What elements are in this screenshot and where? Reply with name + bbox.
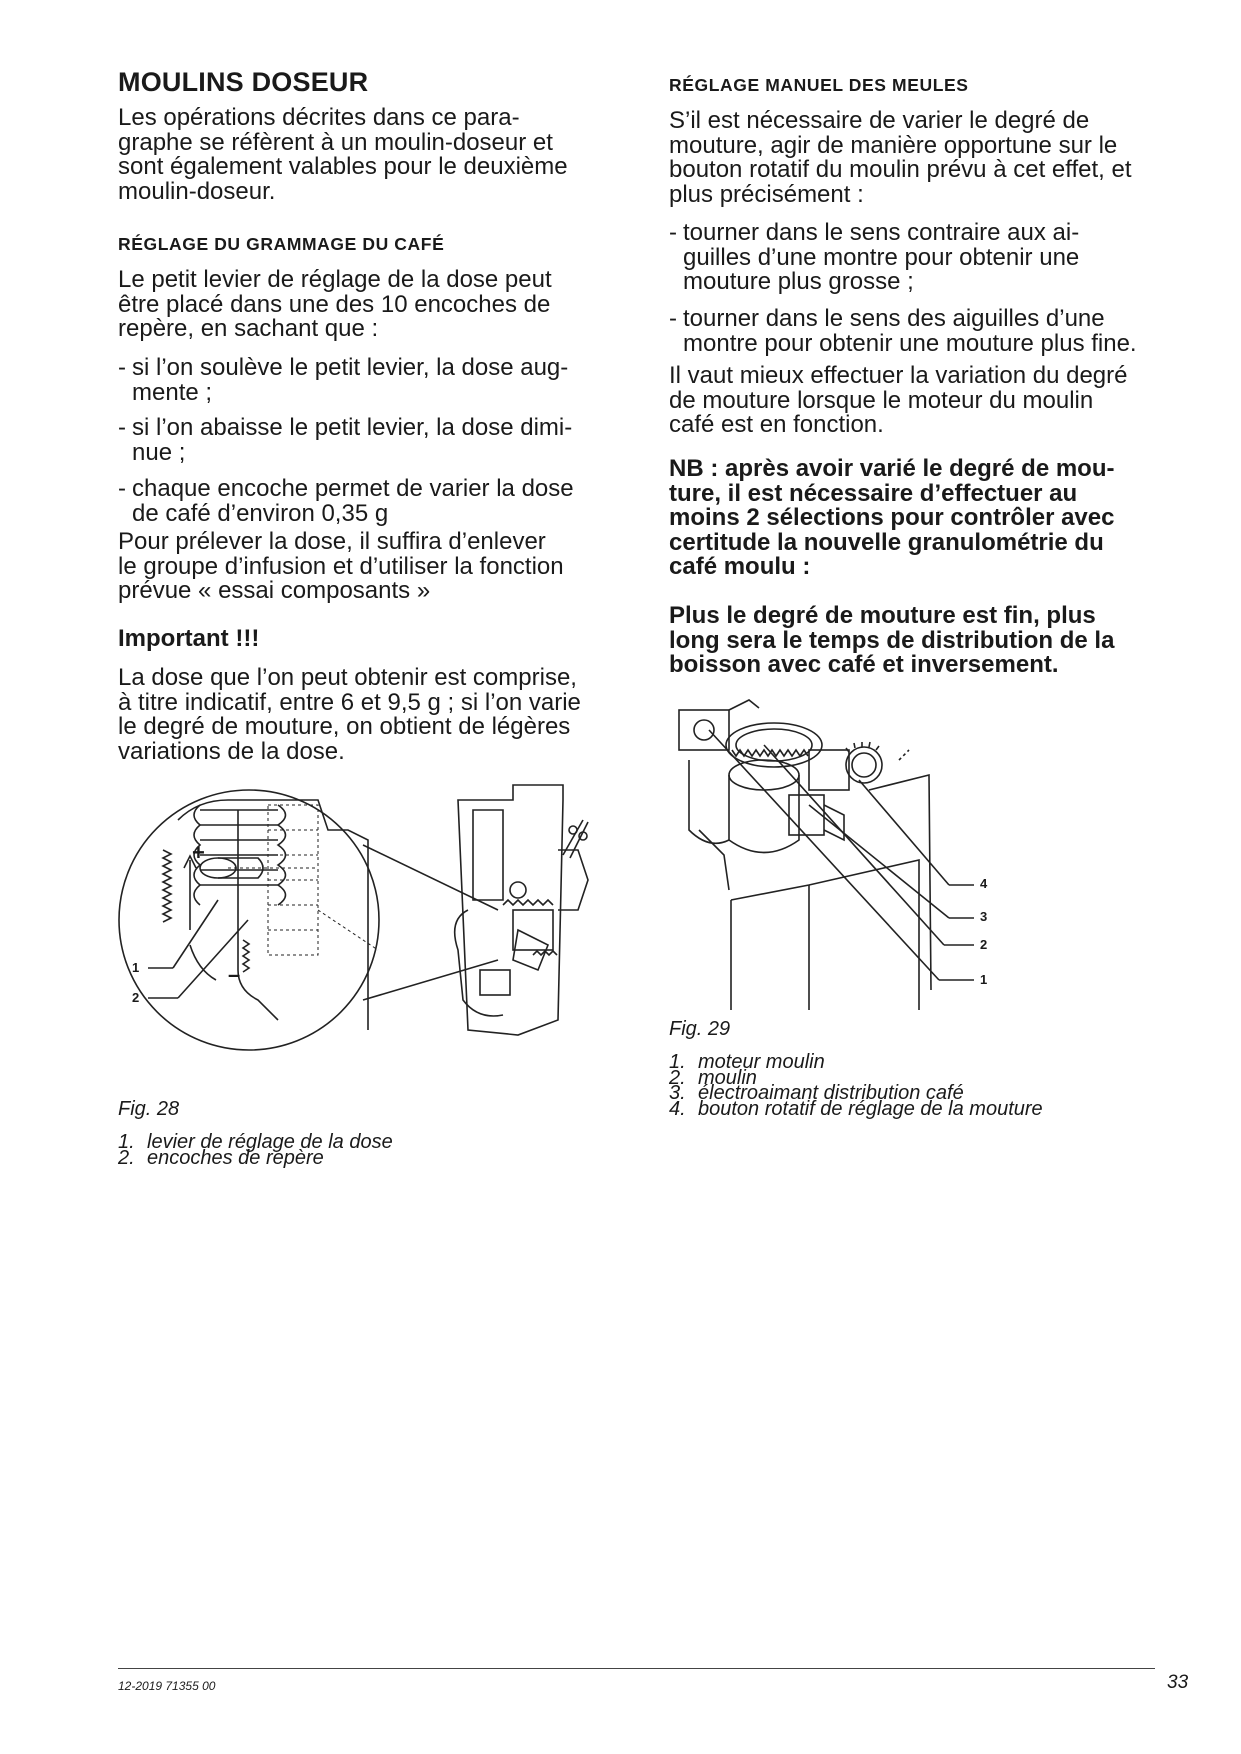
legend-text: bouton rotatif de réglage de la mouture: [698, 1097, 1043, 1120]
fig28-caption: Fig. 28: [118, 1098, 180, 1120]
list-item-text: si l’on abaisse le petit levier, la dose dimi- nue ;: [132, 414, 573, 466]
fig29-legend: [669, 1051, 1043, 1120]
fig28-illustration: [118, 770, 638, 1090]
legend-number: 2.: [118, 1146, 135, 1169]
bullet-dash: -: [669, 305, 677, 332]
list-item-text: si l’on soulève le petit levier, la dose aug- mente ;: [132, 354, 569, 406]
list-item-text: chaque encoche permet de varier la dose de café d’environ 0,35 g: [132, 475, 574, 527]
important-heading: Important !!!: [118, 625, 260, 652]
fig29-illustration: [669, 690, 1009, 1010]
list-item: [669, 221, 1189, 296]
legend-text: électroaimant distribution café: [698, 1082, 964, 1104]
bullet-dash: -: [118, 414, 126, 441]
fig29-label-2: 2: [980, 937, 988, 952]
legend-number: 4.: [669, 1097, 686, 1120]
page-number: 33: [1167, 1672, 1189, 1693]
dose-paragraph: La dose que l’on peut obtenir est comprise, à titre indicatif, entre 6 et 9,5 g ; si l’on varie le degré de mouture, on obtient de légères variations de la dose.: [118, 664, 581, 765]
bullet-dash: -: [118, 354, 126, 381]
grammage-paragraph: Le petit levier de réglage de la dose peut être placé dans une des 10 encoches de repère, en sachant que :: [118, 266, 552, 343]
fig28-legend: [118, 1131, 393, 1169]
list-item: [118, 356, 638, 406]
legend-text: encoches de repère: [147, 1146, 324, 1169]
legend-number: 1.: [669, 1051, 686, 1073]
section-title-meules: RÉGLAGE MANUEL DES MEULES: [669, 75, 969, 95]
fig29-label-1: 1: [980, 972, 988, 987]
fig29-label-4: 4: [980, 876, 988, 891]
list-item: [118, 477, 638, 527]
legend-item: [669, 1097, 1043, 1120]
footer-divider: [118, 1668, 1155, 1669]
legend-text: levier de réglage de la dose: [147, 1131, 393, 1153]
legend-text: moteur moulin: [698, 1051, 825, 1073]
distribution-paragraph: Plus le degré de mouture est fin, plus long sera le temps de distribution de la boisson avec café et inversement.: [669, 602, 1115, 679]
intro-paragraph: Les opérations décrites dans ce para- graphe se réfèrent à un moulin-doseur et sont également valables pour le deuxième moulin-doseur.: [118, 104, 568, 205]
meules-paragraph: S’il est nécessaire de varier le degré de mouture, agir de manière opportune sur le bouton rotatif du moulin prévu à cet effet, et plus précisément :: [669, 107, 1132, 208]
list-item: [669, 307, 1189, 357]
variation-paragraph: Il vaut mieux effectuer la variation du degré de mouture lorsque le moteur du moulin café est en fonction.: [669, 362, 1128, 439]
nb-paragraph: NB : après avoir varié le degré de mou- ture, il est nécessaire d’effectuer au moins 2 sélections pour contrôler avec certitude la nouvelle granulométrie du café moulu :: [669, 455, 1115, 581]
legend-number: 1.: [118, 1131, 135, 1153]
page-title: MOULINS DOSEUR: [118, 67, 369, 97]
list-item-text: tourner dans le sens des aiguilles d’une montre pour obtenir une mouture plus fine.: [683, 305, 1137, 357]
footer-document-code: 12-2019 71355 00: [118, 1679, 216, 1693]
bullet-dash: -: [669, 219, 677, 246]
bullet-dash: -: [118, 475, 126, 502]
fig28-plus-sign: +: [192, 840, 205, 865]
fig29-label-3: 3: [980, 909, 988, 924]
legend-number: 2.: [669, 1066, 686, 1089]
section-title-grammage: RÉGLAGE DU GRAMMAGE DU CAFÉ: [118, 234, 445, 254]
legend-number: 3.: [669, 1082, 686, 1104]
list-item-text: tourner dans le sens contraire aux ai- guilles d’une montre pour obtenir une mouture plus grosse ;: [683, 219, 1080, 296]
fig28-minus-sign: –: [228, 962, 241, 987]
fig29-caption: Fig. 29: [669, 1018, 731, 1040]
fig28-label-2: 2: [132, 990, 140, 1005]
fig28-label-1: 1: [132, 960, 140, 975]
legend-text: moulin: [698, 1066, 757, 1089]
sample-paragraph: Pour prélever la dose, il suffira d’enlever le groupe d’infusion et d’utiliser la fonction prévue « essai composants »: [118, 528, 564, 605]
list-item: [118, 416, 638, 466]
